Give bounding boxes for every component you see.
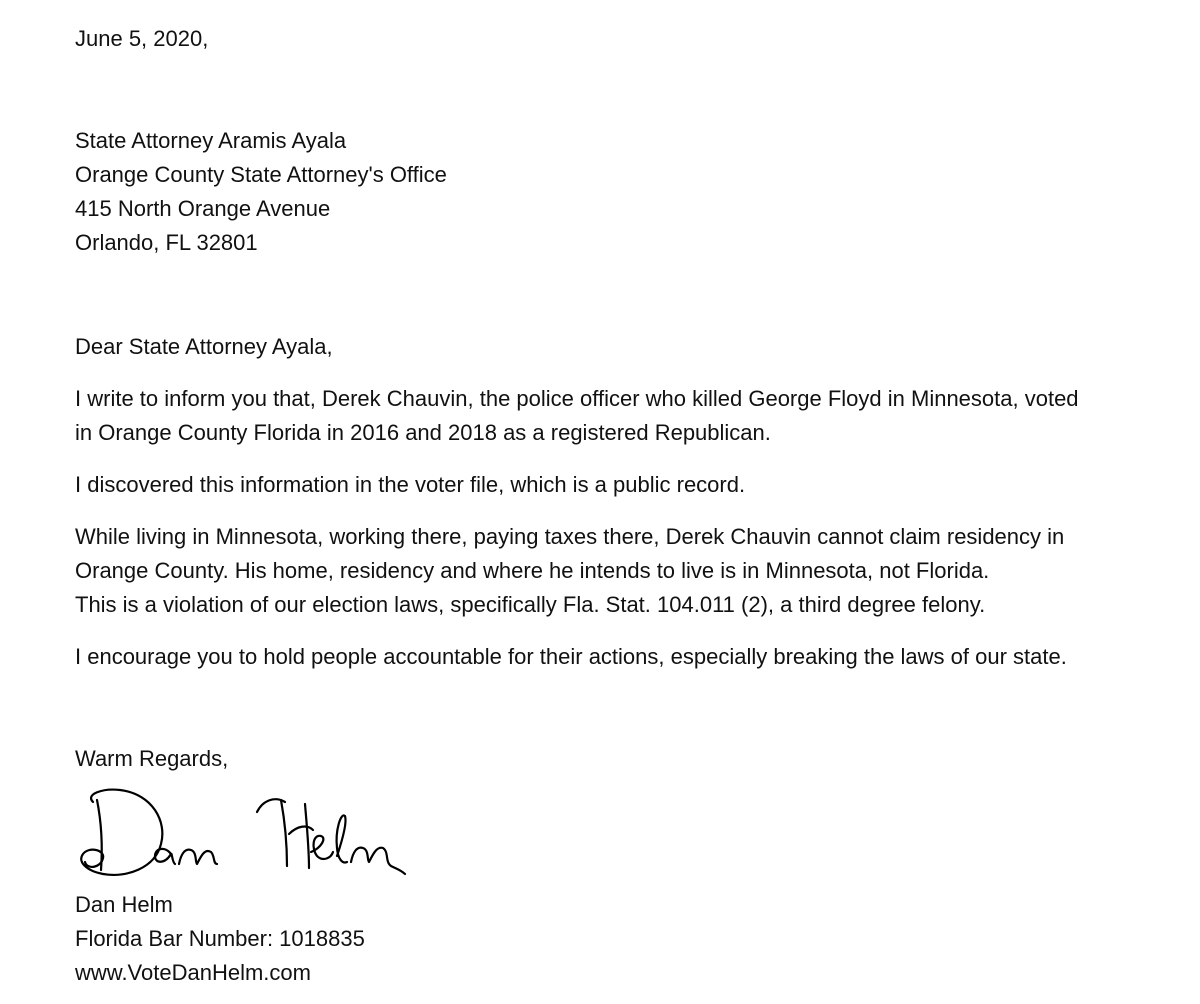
recipient-address <box>75 124 1175 260</box>
letter-date: June 5, 2020, <box>75 26 209 51</box>
paragraph-line: This is a violation of our election laws, specifically Fla. Stat. 104.011 (2), a third degree felony. <box>75 592 986 617</box>
salutation: Dear State Attorney Ayala, <box>75 334 333 359</box>
recipient-office: Orange County State Attorney's Office <box>75 162 447 187</box>
handwritten-signature <box>75 782 435 882</box>
paragraph-line: I write to inform you that, Derek Chauvin, the police officer who killed George Floyd in Minnesota, voted <box>75 386 1079 411</box>
letter <box>75 22 1175 990</box>
letter-date-block <box>75 22 1175 56</box>
sender-block <box>75 888 1175 990</box>
paragraph-line: I discovered this information in the voter file, which is a public record. <box>75 472 746 497</box>
body-paragraph-3 <box>75 520 1175 622</box>
closing-block <box>75 742 1175 776</box>
body-paragraph-1 <box>75 382 1175 450</box>
recipient-city: Orlando, FL 32801 <box>75 230 258 255</box>
sender-name: Dan Helm <box>75 892 173 917</box>
paragraph-line: Orange County. His home, residency and where he intends to live is in Minnesota, not Florida. <box>75 558 990 583</box>
closing: Warm Regards, <box>75 746 229 771</box>
recipient-name: State Attorney Aramis Ayala <box>75 128 347 153</box>
paragraph-line: in Orange County Florida in 2016 and 2018 as a registered Republican. <box>75 420 771 445</box>
body-paragraph-2 <box>75 468 1175 502</box>
paragraph-line: While living in Minnesota, working there, paying taxes there, Derek Chauvin cannot claim residency in <box>75 524 1065 549</box>
salutation-block <box>75 330 1175 364</box>
sender-bar-number: Florida Bar Number: 1018835 <box>75 926 365 951</box>
recipient-street: 415 North Orange Avenue <box>75 196 331 221</box>
paragraph-line: I encourage you to hold people accountable for their actions, especially breaking the laws of our state. <box>75 644 1067 669</box>
body-paragraph-4 <box>75 640 1175 674</box>
sender-website[interactable]: www.VoteDanHelm.com <box>75 960 311 985</box>
